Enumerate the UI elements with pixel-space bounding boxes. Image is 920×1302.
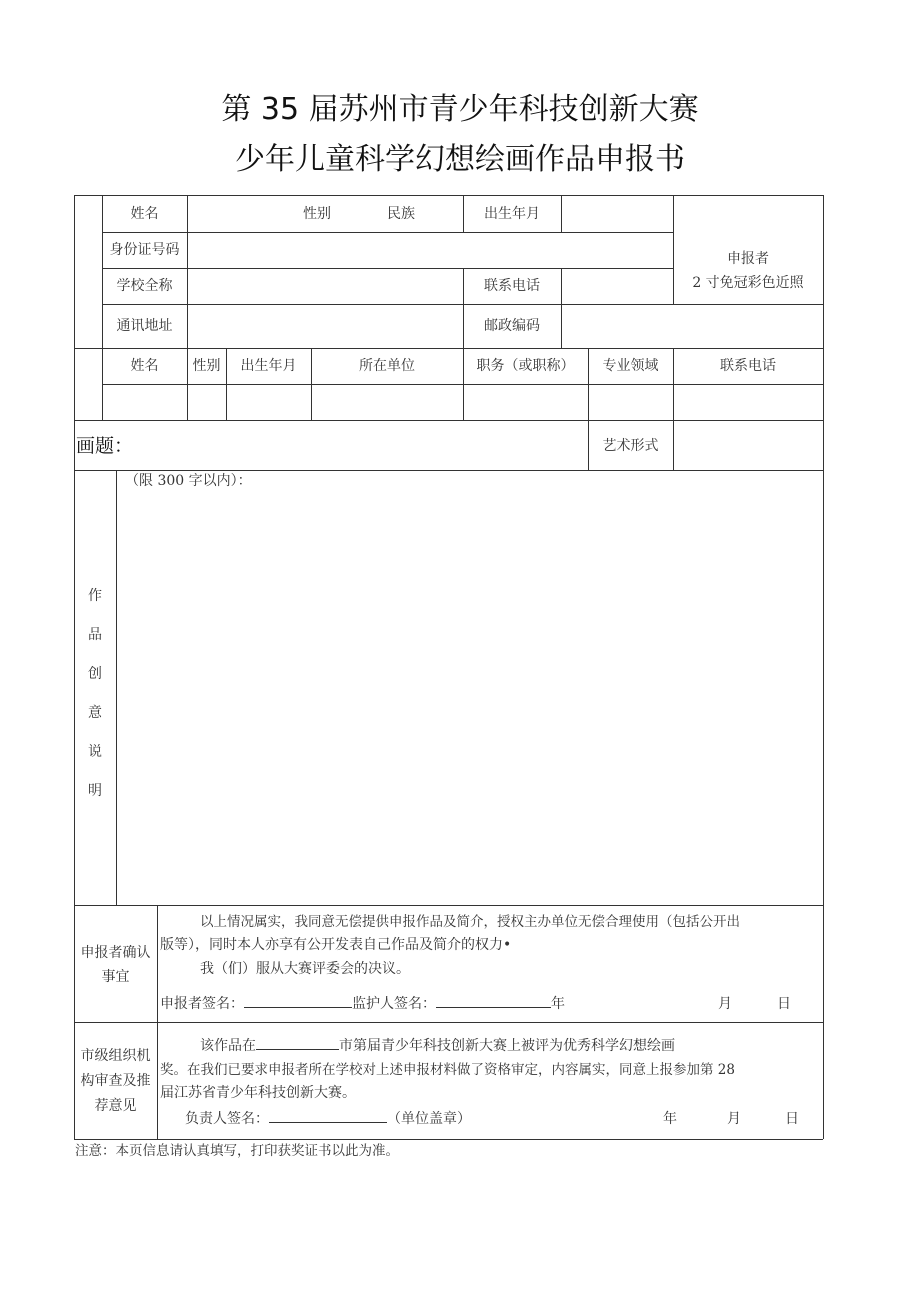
review-side-label-2: 构审查及推 — [80, 1073, 151, 1089]
name-field[interactable] — [188, 196, 463, 232]
ethnicity-label: 民族 — [387, 206, 415, 222]
confirmation-text-line3: 我（们）服从大赛评委会的决议。 — [200, 961, 410, 977]
school-field[interactable] — [188, 269, 463, 304]
applicant-signature-field[interactable] — [244, 993, 352, 1008]
reviewer-signature-field[interactable] — [269, 1108, 387, 1123]
birth-field[interactable] — [562, 196, 673, 232]
artwork-title-label: 画题： — [76, 435, 134, 457]
review-text-line2: 奖。在我们已要求申报者所在学校对上述申报材料做了资格审定，内容属实，同意上报参加第 28 — [160, 1062, 735, 1078]
review-city-field[interactable] — [256, 1035, 339, 1050]
col-header-field: 专业领域 — [602, 358, 659, 374]
col-header-name: 姓名 — [130, 358, 159, 374]
postcode-label: 邮政编码 — [484, 318, 540, 334]
guardian-sign-label: 监护人签名： — [352, 996, 436, 1012]
id-number-field[interactable] — [188, 233, 673, 268]
review-day-label: 日 — [785, 1111, 799, 1127]
description-hint: （限 300 字以内）： — [125, 473, 252, 489]
description-label-char: 意 — [88, 705, 102, 721]
confirm-month-label: 月 — [718, 996, 732, 1012]
description-label-char: 明 — [88, 783, 102, 799]
confirmation-text-line1: 以上情况属实，我同意无偿提供申报作品及简介，授权主办单位无偿合理使用（包括公开出 — [200, 914, 740, 930]
applicant-signature-line — [160, 993, 565, 1015]
name-label: 姓名 — [130, 206, 159, 222]
description-field[interactable] — [117, 492, 823, 905]
review-month-label: 月 — [727, 1111, 741, 1127]
gender-label: 性别 — [303, 206, 331, 222]
table-border-bottom — [74, 1139, 823, 1140]
id-number-label: 身份证号码 — [109, 242, 180, 258]
confirm-day-label: 日 — [777, 996, 791, 1012]
art-form-label: 艺术形式 — [602, 438, 659, 454]
confirmation-side-label: 申报者确认 — [80, 945, 151, 961]
col-header-gender: 性别 — [192, 358, 221, 374]
applicant-sign-label: 申报者签名： — [160, 996, 244, 1012]
photo-box[interactable] — [674, 196, 823, 304]
photo-label: 申报者 — [727, 251, 769, 267]
review-side-label-3: 荐意见 — [94, 1098, 137, 1114]
birth-label: 出生年月 — [484, 206, 540, 222]
col-header-phone: 联系电话 — [720, 358, 776, 374]
address-field[interactable] — [188, 305, 463, 348]
form-title: 第 35 届苏州市青少年科技创新大赛 — [221, 92, 699, 127]
confirmation-text-line2: 版等），同时本人亦享有公开发表自己作品及简介的权力• — [160, 937, 512, 953]
artwork-title-field[interactable] — [130, 421, 588, 470]
description-label-char: 品 — [88, 627, 102, 643]
confirmation-side-label-2: 事宜 — [101, 969, 130, 985]
phone-field[interactable] — [562, 269, 673, 304]
description-label-char: 说 — [88, 744, 102, 760]
confirm-year-label: 年 — [551, 996, 565, 1012]
supervisor-row[interactable] — [103, 385, 823, 420]
table-border-right — [823, 195, 824, 1139]
description-label-char: 创 — [88, 666, 102, 682]
review-prefix: 该作品在 — [200, 1038, 256, 1054]
review-text-line1 — [200, 1035, 675, 1057]
art-form-field[interactable] — [674, 421, 823, 470]
guardian-signature-field[interactable] — [436, 993, 551, 1008]
description-label-char: 作 — [88, 588, 102, 604]
school-label: 学校全称 — [116, 278, 173, 294]
col-header-birth: 出生年月 — [240, 358, 297, 374]
phone-label: 联系电话 — [484, 278, 540, 294]
review-side-label: 市级组织机 — [80, 1048, 151, 1064]
address-label: 通讯地址 — [116, 318, 173, 334]
review-line1-rest: 市第届青少年科技创新大赛上被评为优秀科学幻想绘画 — [339, 1038, 675, 1054]
col-header-position: 职务（或职称） — [476, 358, 575, 374]
seal-label: （单位盖章） — [387, 1111, 471, 1127]
review-text-line3: 届江苏省青少年科技创新大赛。 — [160, 1085, 356, 1101]
review-signature-line — [185, 1108, 471, 1130]
postcode-field[interactable] — [562, 305, 673, 348]
form-subtitle: 少年儿童科学幻想绘画作品申报书 — [235, 142, 685, 177]
footer-note: 注意：本页信息请认真填写，打印获奖证书以此为准。 — [75, 1143, 399, 1159]
col-header-unit: 所在单位 — [359, 358, 415, 374]
reviewer-sign-label: 负责人签名： — [185, 1111, 269, 1127]
review-year-label: 年 — [663, 1111, 677, 1127]
photo-size-label: 2 寸免冠彩色近照 — [692, 275, 804, 291]
